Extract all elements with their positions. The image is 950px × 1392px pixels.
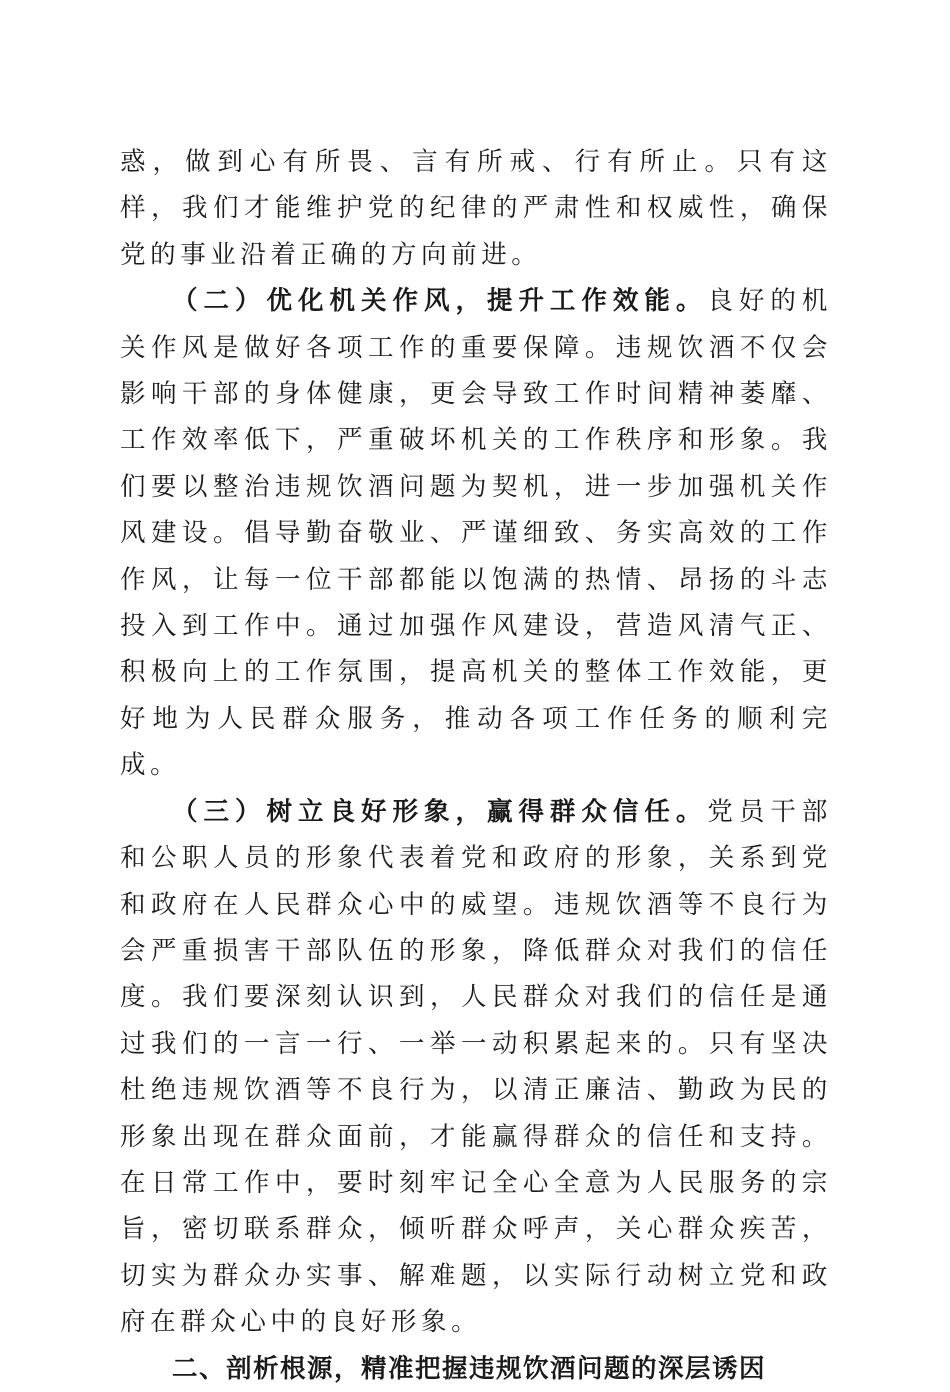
section-heading: 二、剖析根源，精准把握违规饮酒问题的深层诱因 — [172, 1353, 767, 1384]
paragraph-text: 惑，做到心有所畏、言有所戒、行有所止。只有这样，我们才能维护党的纪律的严肃性和权威性，确保党的事业沿着正确的方向前进。 — [120, 147, 832, 270]
paragraph-text: 良好的机关作风是做好各项工作的重要保障。违规饮酒不仅会影响干部的身体健康，更会导致工作时间精神萎靡、工作效率低下，严重破坏机关的工作秩序和形象。我们要以整治违规饮酒问题为契机，进一步加强机关作风建设。倡导勤奋敬业、严谨细致、务实高效的工作作风，让每一位干部都能以饱满的热情、昂扬的斗志投入到工作中。通过加强作风建设，营造风清气正、积极向上的工作氛围，提高机关的整体工作效能，更好地为人民群众服务，推动各项工作任务的顺利完成。 — [120, 286, 833, 781]
paragraph-text: 党员干部和公职人员的形象代表着党和政府的形象，关系到党和政府在人民群众心中的威望。违规饮酒等不良行为会严重损害干部队伍的形象，降低群众对我们的信任度。我们要深刻认识到，人民群众对我们的信任是通过我们的一言一行、一举一动积累起来的。只有坚决杜绝违规饮酒等不良行为，以清正廉洁、勤政为民的形象出现在群众面前，才能赢得群众的信任和支持。在日常工作中，要时刻牢记全心全意为人民服务的宗旨，密切联系群众，倾听群众呼声，关心群众疾苦，切实为群众办实事、解难题，以实际行动树立党和政府在群众心中的良好形象。 — [120, 796, 833, 1338]
paragraph-good-image — [120, 789, 832, 1346]
paragraph-continuation — [120, 139, 832, 278]
document-body — [120, 139, 832, 1392]
paragraph-lead-heading: （二）优化机关作风，提升工作效能。 — [172, 286, 708, 317]
paragraph-lead-heading: （三）树立良好形象，赢得群众信任。 — [172, 796, 708, 827]
paragraph-optimize-work-style — [120, 278, 832, 788]
